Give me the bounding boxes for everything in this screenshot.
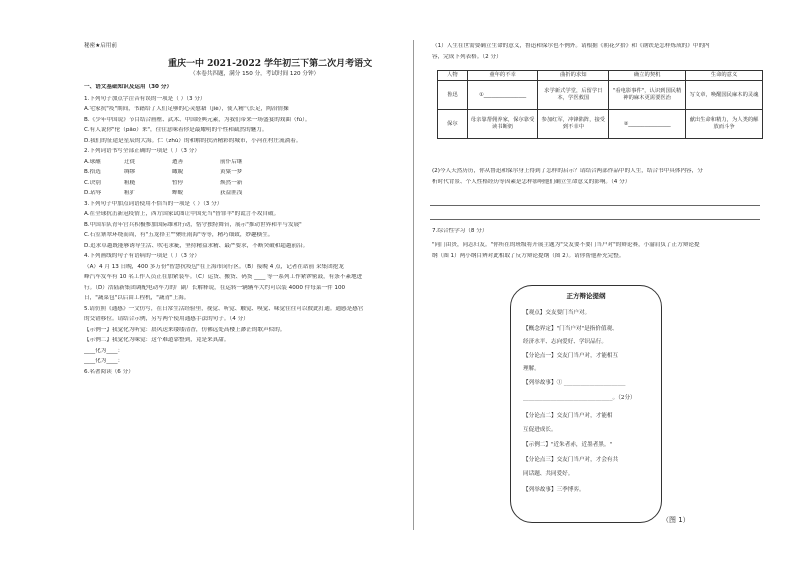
q6-part1-cont: 容，完成下列表格。（2 分） — [432, 53, 502, 60]
table-cell[interactable]: ②________________ — [609, 110, 686, 139]
q2-option-cell: 粗糙 — [124, 179, 136, 186]
example-1: 【示例一】我觉化为听觉：晨风送来缕缕清香，仿佛远处高楼上渺茫的歌声似的。 — [84, 326, 286, 333]
q2-option-cell: 迁徙 — [124, 158, 136, 165]
q4-passage-4: 日，"蔬菜包"以后由工程机，"蔬青"上海。 — [84, 295, 190, 301]
page-subtitle: （本卷共四题，满分 150 分，考试时间 120 分钟） — [190, 71, 320, 77]
table-body — [438, 81, 763, 139]
table-header-cell: 生命的意义 — [686, 71, 763, 81]
card-line: 【列举故事】三季博弈。 — [523, 487, 585, 493]
card-line: 同话题、共同爱好。 — [523, 471, 574, 477]
q2-option-cell: D.玷辱 — [84, 190, 102, 196]
table-header-cell: 确立的契机 — [609, 71, 686, 81]
q2-option-cell: 粗犷 — [124, 190, 136, 196]
q2-option-cell: B.拾选 — [84, 169, 101, 175]
q6-part2-cont: 析时代背景、个人性格经历等因素是怎样影响他们确立生命意义的影响。（4 分） — [432, 178, 631, 185]
table-cell: 写文章，唤醒国民麻木的灵魂 — [686, 81, 763, 110]
q6-part2-block — [432, 168, 764, 186]
page-title: 重庆一中 2021-2022 学年初三下第二次月考语文 — [168, 59, 373, 69]
debate-outline-card — [510, 285, 662, 523]
card-line: 【概念界定】"门当户对"是指价值观、 — [523, 326, 618, 332]
table-header-cell: 童年的不幸 — [467, 71, 538, 81]
answer-line-2[interactable] — [430, 219, 760, 220]
card-line: 【分论点二】交友门当户对，才能相 — [523, 413, 613, 419]
q2-option-cell: 获益匪浅 — [220, 190, 243, 196]
q1-option-a: A.宅家抗"疫"期间，书籍给了人们足够的心灵慰藉（jiè），使人精气长足，陶冶情操 — [84, 106, 289, 112]
card-line: 理解。 — [523, 366, 540, 372]
card-line: 经济水平、志向爱好、学识品行。 — [523, 339, 607, 345]
q7-block — [432, 228, 764, 261]
table-header-cell: 曲折的求知 — [538, 71, 609, 81]
card-title: 正方辩论提纲 — [566, 292, 606, 300]
q2-option-cell: 遒善 — [172, 158, 184, 165]
q1-option-d: D.我们的征途是星辰的大海。伫（zhù）的和解的扶济精彩的城市，小河在村庄流淌着。 — [84, 137, 302, 144]
table-cell: 母亲靠帮佣养家，保尔靠受读书断奶 — [467, 110, 538, 139]
q4-passage-3: 行。（D）浩陆新集团调配电动车力的厂副厂长解释说，在运转一辆辆车大约可以装 4000 件每菜一件 100 — [84, 284, 346, 291]
info-table — [437, 70, 763, 139]
question-3: 3.下列句子中加点词语使用不恰当的一项是（ ）（3 分） — [84, 200, 223, 207]
question-5-cont: 的交错移位。请结合示例，另写两个使用通感手法的句子。（4 分） — [84, 316, 249, 322]
table-cell: 鲁迅 — [438, 81, 468, 110]
q4-passage-1: （A）4 月 13 日晚，400 多万份"智慧抗疫包"在上海市闵行区。（B）接晚 4 点，记者在站前 采集团抢龙 — [84, 263, 344, 270]
table-row — [438, 81, 763, 110]
question-6: 6.名著阅读（6 分） — [84, 368, 134, 375]
figure-label: （图 1） — [662, 516, 690, 524]
q2-option-cell: 绸缪 — [124, 169, 136, 175]
card-line: 【分论点三】交友门当户对，才会有共 — [523, 457, 619, 463]
card-line[interactable]: 【列举故事】① ______________________ — [523, 380, 626, 386]
card-line[interactable]: ________________________________。（2分） — [523, 395, 636, 401]
q1-option-b: B.《少年中国说》节目结合画框、武术、中国经典元素，为我们带来一场盛宴的戏曲（fú）。 — [84, 116, 311, 123]
table-cell: 献出生命和精力，为人类的解放而斗争 — [686, 110, 763, 139]
card-line: 【示例二】"近朱者赤，近墨者黑。" — [523, 442, 613, 448]
q3-option-c: C.石室寨翠环绕而周，有"五龙择主""聚旺雨海"等等，精巧细致，妙趣横生。 — [84, 232, 274, 238]
q2-option-cell: 瞰睨 — [172, 169, 184, 175]
q4-passage-2: 峰汽车发车有 10 名工作人员正在加紧装车。（C）运货、搬货、码货 ____ 等一系列工作紧锣密鼓，有条不紊地进 — [84, 274, 363, 280]
table-cell: 参加红军，冲锋陷阵，接受到不幸中 — [538, 110, 609, 139]
question-4: 4.下列画线的句子有语病的一项是（ ）（3 分） — [84, 253, 200, 259]
table-header-row — [438, 71, 763, 81]
secret-label: 秘密★启用前 — [84, 43, 117, 49]
table-cell[interactable]: ①________________ — [467, 81, 538, 110]
right-column — [432, 43, 764, 61]
question-2: 2.下列词语书写全部正确的一项是（ ）（3 分） — [84, 148, 200, 154]
table-header-cell: 人物 — [438, 71, 468, 81]
table-cell: 保尔 — [438, 110, 468, 139]
q2-option-cell: 焕然一新 — [220, 179, 243, 186]
question-5: 5.请仿照《通感》一文仿写，在日常生活经验里，视觉、听觉、触觉、嗅觉、味觉往往可以彼此打通。通感是感官 — [84, 305, 364, 312]
q7-intro: "同门由贵，同志归友。"你所在的班级将开展主题为"交友要不要门当户对"的辩论赛，小渝肩负了正方辩论提 — [432, 241, 700, 248]
q6-part2: (2)今人天然历历，你从鲁迅和保尔身上得到了怎样的启示？请结合两部作品中的人生，结合书中具体内容，分 — [432, 168, 703, 174]
table-cell: 求学新式学堂，后留学日本，学医救国 — [538, 81, 609, 110]
card-line: 【分论点一】交友门当户对，才能相互 — [523, 353, 619, 359]
example-2: 【示例二】我觉化为味觉：这个难道靠整到，竟是来真甜。 — [84, 337, 230, 343]
question-1: 1.下列句子加点字注音有误的一项是（ ）（3 分） — [84, 95, 206, 102]
answer-blank-1[interactable]: ____化为____： — [84, 347, 124, 354]
q2-option-row — [84, 159, 406, 167]
question-7: 7.综合性学习（8 分） — [432, 228, 488, 234]
q2-option-cell: 蝉蜕 — [172, 190, 184, 196]
q3-option-b: B.中国军队青年官兵积极参加国际维和行动，恪守独特舞台，展示"推动世界和平与发展" — [84, 221, 302, 228]
q1-option-c: C.有人说你"伦（pǎo）来"，往往意味着你是最耀明的个性和截然的魅力。 — [84, 127, 268, 133]
q2-option-cell: 黄粱一梦 — [220, 169, 243, 175]
q2-options — [84, 159, 406, 198]
q7-intro-cont: 纲（图 1）两小纲目辨对此相取了反方辩论提纲（图 2）。请你帮他补充完整。 — [432, 253, 625, 259]
q2-option-row — [84, 190, 406, 198]
answer-blank-2[interactable]: ____化为____： — [84, 358, 124, 364]
column-divider — [413, 40, 414, 530]
answer-line-1[interactable] — [430, 205, 760, 206]
q2-option-row — [84, 180, 406, 188]
card-line: 【观点】交友要门当户对。 — [523, 310, 591, 316]
q3-option-a: A.在全球抗击新冠疫情上，西方国家试图让中国充当"替罪羊"的谎言不攻自破。 — [84, 211, 280, 217]
card-line: 互促进成长。 — [523, 427, 557, 433]
q2-option-cell: 前仆后继 — [220, 158, 243, 165]
q2-option-row — [84, 169, 406, 177]
q2-option-cell: C.诀别 — [84, 179, 101, 186]
q2-option-cell: A.球蘸 — [84, 158, 101, 165]
section-heading: 一、语文基础知识及运用（30 分） — [84, 84, 173, 90]
table-row — [438, 110, 763, 139]
table-cell: "看电影事件"，认识到国民精神的麻木更需要医治 — [609, 81, 686, 110]
q2-option-cell: 暂停 — [172, 179, 184, 186]
q3-option-d: D.追求卓越既能够诱导生活、吹毛求疵，坚持精益求精、最严要求，不断突破和超越前沿。 — [84, 242, 309, 249]
q6-part1: （1）人生在世需要确立生命的意义，鲁迅和保尔也不例外。请根据《朝花夕拾》和《钢铁是怎样炼成的》中的内 — [432, 43, 710, 49]
left-column — [84, 84, 406, 376]
